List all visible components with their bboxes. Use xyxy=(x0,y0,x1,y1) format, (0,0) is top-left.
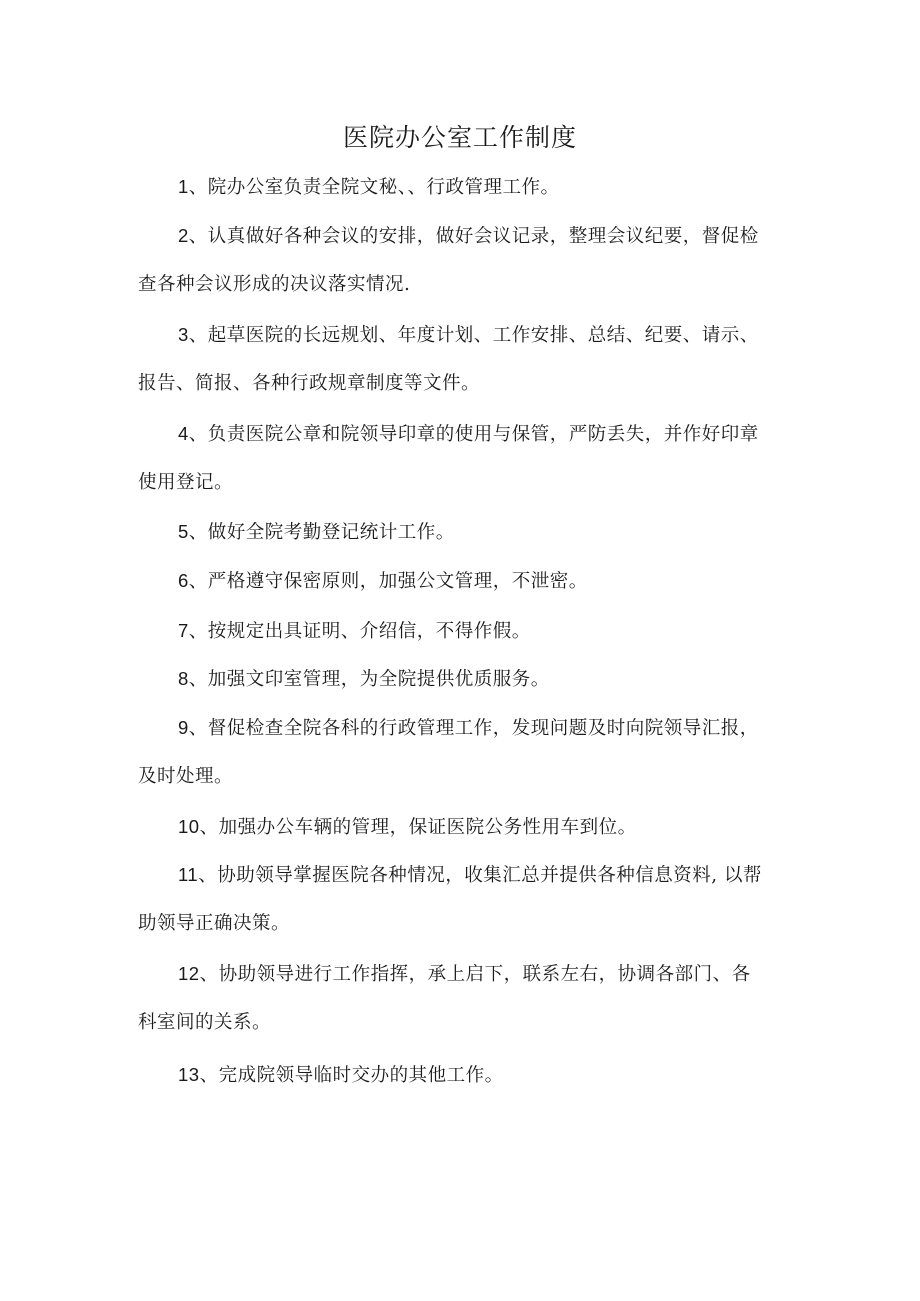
item-text: 、院办公室负责全院文秘、、行政管理工作。 xyxy=(188,177,560,198)
item-3 xyxy=(178,322,759,349)
item-number: 7 xyxy=(178,620,189,641)
item-11 xyxy=(178,862,762,889)
item-text: 、完成院领导临时交办的其他工作。 xyxy=(199,1065,504,1086)
item-1 xyxy=(178,174,560,201)
item-6 xyxy=(178,568,588,595)
item-text: 、按规定出具证明、介绍信，不得作假。 xyxy=(188,621,531,642)
item-text: 、加强文印室管理，为全院提供优质服务。 xyxy=(188,669,550,690)
document-title: 医院办公室工作制度 xyxy=(342,123,577,152)
item-text: 、起草医院的长远规划、年度计划、工作安排、总结、纪要、请示、 xyxy=(188,325,759,346)
item-number: 12 xyxy=(178,963,200,984)
item-9 xyxy=(178,715,759,742)
item-text: 、督促检查全院各科的行政管理工作，发现问题及时向院领导汇报， xyxy=(188,718,759,739)
item-number: 13 xyxy=(178,1064,200,1085)
item-4 xyxy=(178,421,759,448)
item-number: 3 xyxy=(178,324,189,345)
item-number: 5 xyxy=(178,521,189,542)
item-text: 、做好全院考勤登记统计工作。 xyxy=(188,522,455,543)
item-text: 、协助领导进行工作指挥，承上启下，联系左右，协调各部门、各 xyxy=(199,964,751,985)
item-9-continuation: 及时处理。 xyxy=(138,766,234,787)
item-text: 、严格遵守保密原则，加强公文管理，不泄密。 xyxy=(188,571,588,592)
item-4-continuation: 使用登记。 xyxy=(138,472,234,493)
item-number: 6 xyxy=(178,570,189,591)
item-12 xyxy=(178,961,751,988)
item-number: 11 xyxy=(178,864,199,885)
item-text: 、协助领导掌握医院各种情况，收集汇总并提供各种信息资料, 以帮 xyxy=(198,865,762,886)
item-8 xyxy=(178,666,550,693)
item-2-continuation: 查各种会议形成的决议落实情况. xyxy=(138,274,411,295)
item-text: 、加强办公车辆的管理，保证医院公务性用车到位。 xyxy=(199,817,637,838)
item-number: 4 xyxy=(178,423,189,444)
item-10 xyxy=(178,814,637,841)
item-3-continuation: 报告、简报、各种行政规章制度等文件。 xyxy=(138,373,481,394)
item-number: 9 xyxy=(178,717,189,738)
item-7 xyxy=(178,618,531,645)
item-11-continuation: 助领导正确决策。 xyxy=(138,913,291,934)
item-number: 10 xyxy=(178,816,200,837)
item-5 xyxy=(178,519,455,546)
item-text: 、认真做好各种会议的安排，做好会议记录，整理会议纪要，督促检 xyxy=(188,226,759,247)
item-text: 、负责医院公章和院领导印章的使用与保管，严防丢失，并作好印章 xyxy=(188,424,759,445)
item-number: 1 xyxy=(178,176,189,197)
item-number: 8 xyxy=(178,668,189,689)
item-12-continuation: 科室间的关系。 xyxy=(138,1012,272,1033)
item-2 xyxy=(178,223,759,250)
item-13 xyxy=(178,1062,504,1089)
item-number: 2 xyxy=(178,225,189,246)
